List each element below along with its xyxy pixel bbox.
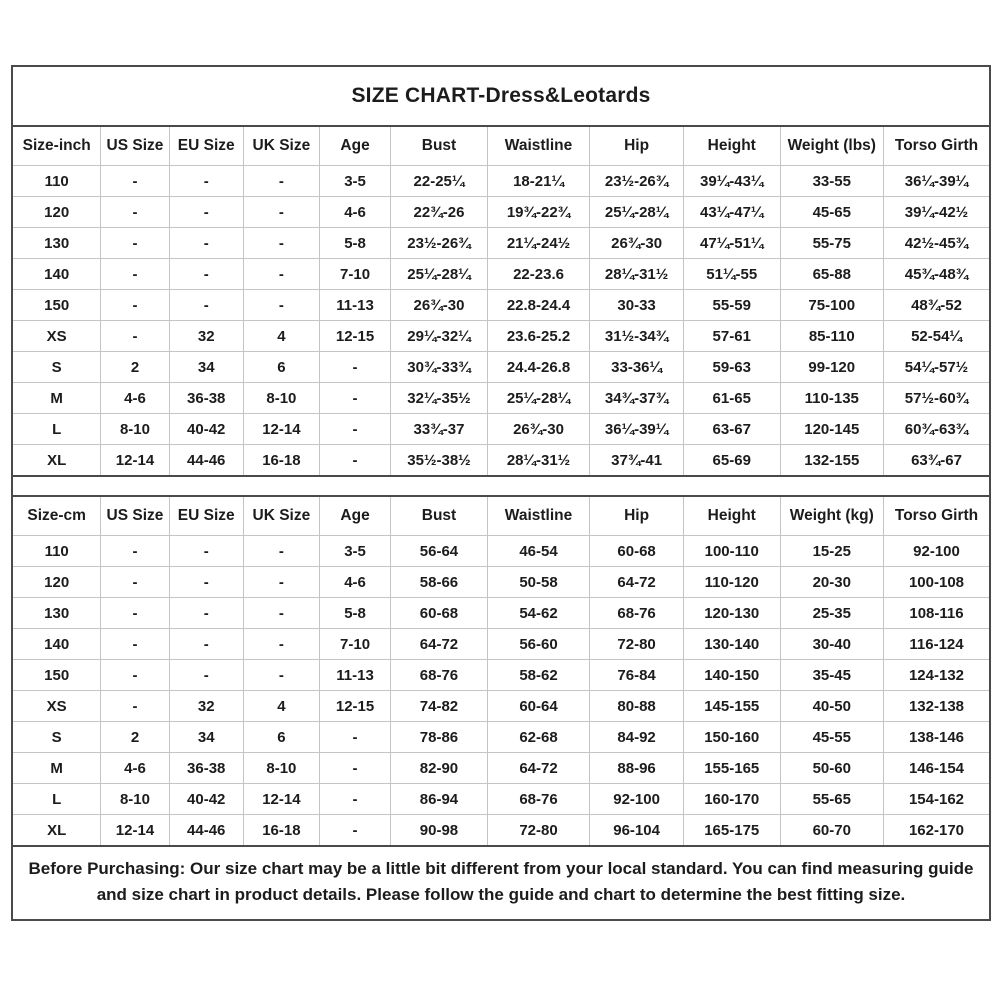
cell: 18-21¼ (487, 166, 589, 197)
size-chart-box (11, 65, 991, 921)
cell: 5-8 (319, 228, 390, 259)
cell: - (169, 629, 243, 660)
column-header: Age (319, 497, 390, 536)
cell: - (319, 383, 390, 414)
cell: 12-15 (319, 321, 390, 352)
table-row (13, 722, 989, 753)
column-header: Waistline (487, 127, 589, 166)
column-header: Height (683, 127, 780, 166)
cell: 40-42 (169, 784, 243, 815)
cell: 76-84 (590, 660, 684, 691)
cell: 33-55 (780, 166, 883, 197)
cell: - (243, 536, 319, 567)
cell: 155-165 (683, 753, 780, 784)
cell: 36¼-39¼ (884, 166, 990, 197)
cell: 4-6 (319, 567, 390, 598)
cell: 55-65 (780, 784, 883, 815)
cell: 162-170 (884, 815, 990, 847)
cell: 150 (13, 290, 101, 321)
cell: 80-88 (590, 691, 684, 722)
cell: 68-76 (391, 660, 488, 691)
cell: 165-175 (683, 815, 780, 847)
cell: 37¾-41 (590, 445, 684, 477)
table-row (13, 815, 989, 847)
cell: S (13, 722, 101, 753)
cell: 99-120 (780, 352, 883, 383)
cell: M (13, 753, 101, 784)
cell: 90-98 (391, 815, 488, 847)
cell: 116-124 (884, 629, 990, 660)
table-row (13, 166, 989, 197)
table-header-inch (13, 127, 989, 166)
cell: 39¼-42½ (884, 197, 990, 228)
cell: 62-68 (487, 722, 589, 753)
cell: 110-135 (780, 383, 883, 414)
cell: 120-130 (683, 598, 780, 629)
cell: 25¼-28¼ (590, 197, 684, 228)
cell: 110-120 (683, 567, 780, 598)
table-row (13, 228, 989, 259)
cell: 40-42 (169, 414, 243, 445)
cell: 58-62 (487, 660, 589, 691)
cell: - (101, 197, 169, 228)
cell: 22¾-26 (391, 197, 488, 228)
column-header: Torso Girth (884, 497, 990, 536)
cell: 61-65 (683, 383, 780, 414)
cell: 140-150 (683, 660, 780, 691)
size-table-inch (13, 127, 989, 477)
cell: 72-80 (590, 629, 684, 660)
header-row (13, 497, 989, 536)
cell: 12-14 (243, 414, 319, 445)
cell: 40-50 (780, 691, 883, 722)
table-row (13, 445, 989, 477)
cell: 60-70 (780, 815, 883, 847)
cell: 65-88 (780, 259, 883, 290)
column-header: Hip (590, 127, 684, 166)
header-row (13, 127, 989, 166)
cell: 30-33 (590, 290, 684, 321)
column-header: US Size (101, 127, 169, 166)
cell: XL (13, 445, 101, 477)
cell: 108-116 (884, 598, 990, 629)
cell: - (101, 660, 169, 691)
cell: 22-23.6 (487, 259, 589, 290)
cell: 45¾-48¾ (884, 259, 990, 290)
cell: 28¼-31½ (590, 259, 684, 290)
cell: 58-66 (391, 567, 488, 598)
cell: 31½-34¾ (590, 321, 684, 352)
cell: 138-146 (884, 722, 990, 753)
cell: - (319, 722, 390, 753)
column-header: Size-inch (13, 127, 101, 166)
table-row (13, 753, 989, 784)
cell: 56-60 (487, 629, 589, 660)
cell: 26¾-30 (391, 290, 488, 321)
cell: 45-65 (780, 197, 883, 228)
cell: 24.4-26.8 (487, 352, 589, 383)
cell: - (319, 352, 390, 383)
cell: 12-14 (101, 445, 169, 477)
cell: 150-160 (683, 722, 780, 753)
table-row (13, 691, 989, 722)
cell: - (243, 290, 319, 321)
cell: 26¾-30 (590, 228, 684, 259)
column-header: Bust (391, 127, 488, 166)
cell: 132-138 (884, 691, 990, 722)
cell: - (243, 197, 319, 228)
column-header: Size-cm (13, 497, 101, 536)
cell: 57½-60¾ (884, 383, 990, 414)
cell: 36-38 (169, 383, 243, 414)
cell: 30-40 (780, 629, 883, 660)
cell: 43¼-47¼ (683, 197, 780, 228)
cell: 36-38 (169, 753, 243, 784)
cell: 54-62 (487, 598, 589, 629)
cell: 30¾-33¾ (391, 352, 488, 383)
column-header: US Size (101, 497, 169, 536)
cell: 146-154 (884, 753, 990, 784)
cell: - (169, 567, 243, 598)
cell: - (101, 166, 169, 197)
cell: 130 (13, 598, 101, 629)
cell: 32 (169, 691, 243, 722)
cell: 130 (13, 228, 101, 259)
cell: 45-55 (780, 722, 883, 753)
cell: - (101, 259, 169, 290)
cell: 23½-26¾ (590, 166, 684, 197)
cell: 78-86 (391, 722, 488, 753)
cell: L (13, 414, 101, 445)
cell: - (169, 197, 243, 228)
cell: 110 (13, 536, 101, 567)
cell: 7-10 (319, 259, 390, 290)
cell: 23½-26¾ (391, 228, 488, 259)
cell: L (13, 784, 101, 815)
cell: 44-46 (169, 815, 243, 847)
cell: 140 (13, 259, 101, 290)
cell: 130-140 (683, 629, 780, 660)
cell: - (101, 536, 169, 567)
cell: - (319, 815, 390, 847)
cell: 22-25¼ (391, 166, 488, 197)
cell: - (243, 259, 319, 290)
cell: XS (13, 321, 101, 352)
cell: 65-69 (683, 445, 780, 477)
cell: 23.6-25.2 (487, 321, 589, 352)
cell: 12-14 (243, 784, 319, 815)
cell: 36¼-39¼ (590, 414, 684, 445)
cell: 4 (243, 691, 319, 722)
cell: 26¾-30 (487, 414, 589, 445)
cell: 72-80 (487, 815, 589, 847)
cell: 63-67 (683, 414, 780, 445)
cell: 19¾-22¾ (487, 197, 589, 228)
cell: 8-10 (101, 784, 169, 815)
cell: 140 (13, 629, 101, 660)
cell: - (169, 290, 243, 321)
cell: 150 (13, 660, 101, 691)
column-header: Waistline (487, 497, 589, 536)
cell: - (243, 228, 319, 259)
cell: 35-45 (780, 660, 883, 691)
cell: 28¼-31½ (487, 445, 589, 477)
cell: 64-72 (590, 567, 684, 598)
cell: - (243, 660, 319, 691)
cell: 12-14 (101, 815, 169, 847)
cell: 21¼-24½ (487, 228, 589, 259)
cell: 2 (101, 352, 169, 383)
cell: 64-72 (487, 753, 589, 784)
column-header: Hip (590, 497, 684, 536)
purchase-note: Before Purchasing: Our size chart may be a little bit different from your local standard. You can find measuring guide and size chart in product details. Please follow the guide and chart to determine the best fitting size. (28, 859, 974, 905)
size-table-cm (13, 497, 989, 847)
cell: 6 (243, 352, 319, 383)
cell: 60¾-63¾ (884, 414, 990, 445)
table-body-cm (13, 536, 989, 847)
cell: 132-155 (780, 445, 883, 477)
cell: 44-46 (169, 445, 243, 477)
cell: 25-35 (780, 598, 883, 629)
cell: 12-15 (319, 691, 390, 722)
cell: 34¾-37¾ (590, 383, 684, 414)
cell: 42½-45¾ (884, 228, 990, 259)
column-header: Bust (391, 497, 488, 536)
cell: 88-96 (590, 753, 684, 784)
cell: 25¼-28¼ (391, 259, 488, 290)
table-row (13, 352, 989, 383)
cell: 46-54 (487, 536, 589, 567)
table-row (13, 536, 989, 567)
cell: 120-145 (780, 414, 883, 445)
cell: 50-58 (487, 567, 589, 598)
cell: - (101, 567, 169, 598)
cell: 32¼-35½ (391, 383, 488, 414)
cell: - (169, 598, 243, 629)
table-body-inch (13, 166, 989, 477)
table-row (13, 598, 989, 629)
cell: 100-108 (884, 567, 990, 598)
cell: 48¾-52 (884, 290, 990, 321)
cell: 85-110 (780, 321, 883, 352)
cell: 84-92 (590, 722, 684, 753)
cell: 60-68 (391, 598, 488, 629)
cell: 33¾-37 (391, 414, 488, 445)
cell: - (101, 691, 169, 722)
column-header: Torso Girth (884, 127, 990, 166)
cell: 4 (243, 321, 319, 352)
cell: 110 (13, 166, 101, 197)
cell: 100-110 (683, 536, 780, 567)
cell: 145-155 (683, 691, 780, 722)
column-header: UK Size (243, 497, 319, 536)
cell: 25¼-28¼ (487, 383, 589, 414)
cell: - (169, 660, 243, 691)
cell: 55-59 (683, 290, 780, 321)
cell: 64-72 (391, 629, 488, 660)
cell: 92-100 (884, 536, 990, 567)
cell: 6 (243, 722, 319, 753)
cell: 63¾-67 (884, 445, 990, 477)
cell: - (169, 228, 243, 259)
cell: 39¼-43¼ (683, 166, 780, 197)
column-header: Weight (lbs) (780, 127, 883, 166)
cell: 11-13 (319, 660, 390, 691)
cell: 60-68 (590, 536, 684, 567)
table-row (13, 383, 989, 414)
cell: 35½-38½ (391, 445, 488, 477)
cell: 52-54¼ (884, 321, 990, 352)
cell: 55-75 (780, 228, 883, 259)
cell: 22.8-24.4 (487, 290, 589, 321)
cell: 56-64 (391, 536, 488, 567)
cell: 160-170 (683, 784, 780, 815)
cell: 29¼-32¼ (391, 321, 488, 352)
column-header: EU Size (169, 497, 243, 536)
cell: - (169, 536, 243, 567)
cell: - (243, 567, 319, 598)
cell: 32 (169, 321, 243, 352)
table-row (13, 660, 989, 691)
cell: 8-10 (243, 383, 319, 414)
table-row (13, 321, 989, 352)
column-header: UK Size (243, 127, 319, 166)
cell: 57-61 (683, 321, 780, 352)
cell: 4-6 (101, 753, 169, 784)
table-separator (13, 477, 989, 497)
cell: - (169, 166, 243, 197)
column-header: Height (683, 497, 780, 536)
cell: 120 (13, 197, 101, 228)
cell: 50-60 (780, 753, 883, 784)
cell: 33-36¼ (590, 352, 684, 383)
cell: 4-6 (319, 197, 390, 228)
table-row (13, 629, 989, 660)
cell: - (319, 784, 390, 815)
cell: 16-18 (243, 815, 319, 847)
cell: 8-10 (243, 753, 319, 784)
cell: 75-100 (780, 290, 883, 321)
cell: - (243, 166, 319, 197)
cell: 124-132 (884, 660, 990, 691)
cell: 68-76 (590, 598, 684, 629)
cell: 51¼-55 (683, 259, 780, 290)
cell: 92-100 (590, 784, 684, 815)
table-row (13, 197, 989, 228)
cell: 8-10 (101, 414, 169, 445)
cell: - (319, 445, 390, 477)
cell: 20-30 (780, 567, 883, 598)
cell: 15-25 (780, 536, 883, 567)
cell: 16-18 (243, 445, 319, 477)
cell: 34 (169, 722, 243, 753)
cell: 11-13 (319, 290, 390, 321)
cell: 2 (101, 722, 169, 753)
cell: 3-5 (319, 166, 390, 197)
cell: - (319, 753, 390, 784)
table-row (13, 290, 989, 321)
table-row (13, 414, 989, 445)
cell: - (101, 598, 169, 629)
column-header: EU Size (169, 127, 243, 166)
table-row (13, 784, 989, 815)
cell: 74-82 (391, 691, 488, 722)
column-header: Age (319, 127, 390, 166)
cell: - (243, 598, 319, 629)
cell: 120 (13, 567, 101, 598)
cell: - (243, 629, 319, 660)
cell: 47¼-51¼ (683, 228, 780, 259)
cell: 154-162 (884, 784, 990, 815)
cell: 5-8 (319, 598, 390, 629)
chart-title: SIZE CHART-Dress&Leotards (13, 67, 989, 127)
cell: XS (13, 691, 101, 722)
cell: - (169, 259, 243, 290)
cell: M (13, 383, 101, 414)
cell: 68-76 (487, 784, 589, 815)
cell: 59-63 (683, 352, 780, 383)
table-header-cm (13, 497, 989, 536)
cell: - (101, 290, 169, 321)
cell: 4-6 (101, 383, 169, 414)
cell: 3-5 (319, 536, 390, 567)
cell: - (101, 629, 169, 660)
cell: S (13, 352, 101, 383)
cell: 54¼-57½ (884, 352, 990, 383)
cell: XL (13, 815, 101, 847)
cell: 34 (169, 352, 243, 383)
table-row (13, 567, 989, 598)
cell: - (319, 414, 390, 445)
table-row (13, 259, 989, 290)
cell: - (101, 228, 169, 259)
cell: 82-90 (391, 753, 488, 784)
cell: 96-104 (590, 815, 684, 847)
cell: - (101, 321, 169, 352)
cell: 60-64 (487, 691, 589, 722)
cell: 7-10 (319, 629, 390, 660)
column-header: Weight (kg) (780, 497, 883, 536)
cell: 86-94 (391, 784, 488, 815)
